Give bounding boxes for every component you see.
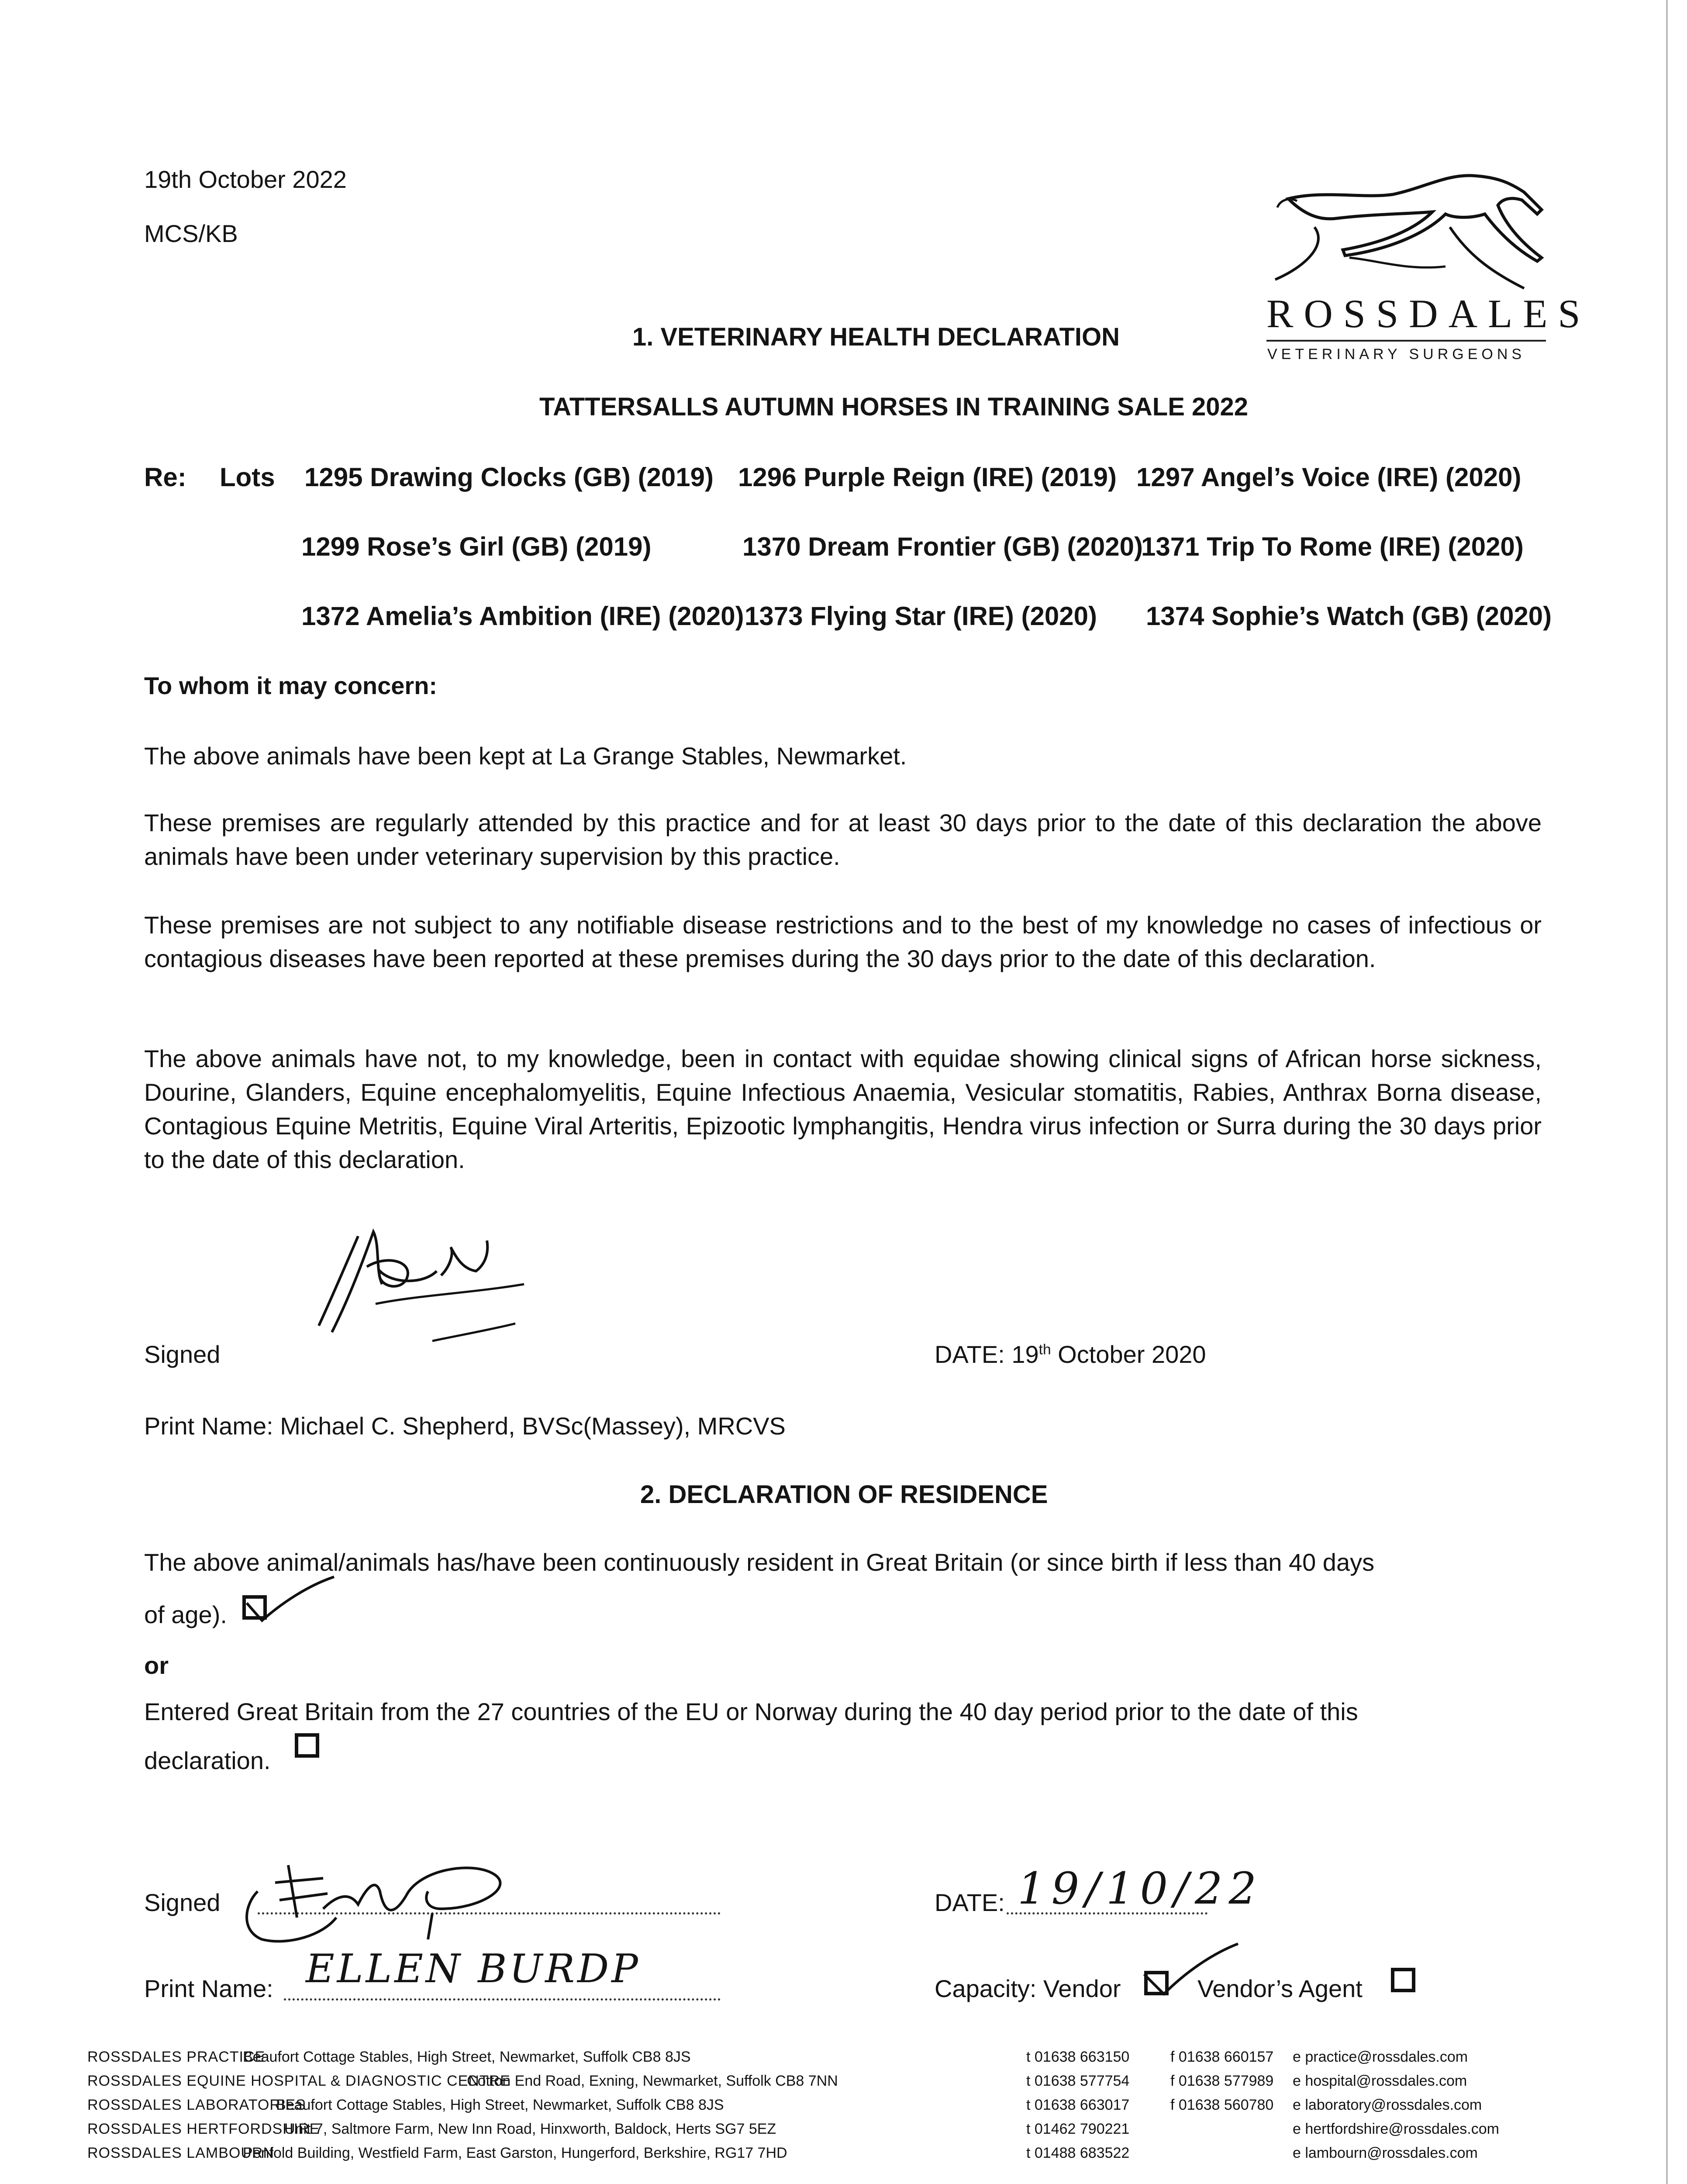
logo-rule: [1266, 340, 1546, 342]
section1-subtitle: TATTERSALLS AUTUMN HORSES IN TRAINING SALE 2022: [539, 393, 1249, 421]
footer-telephone: t 01638 577754: [1026, 2073, 1130, 2089]
vet-date-label: DATE: 19: [935, 1341, 1039, 1368]
rossdales-logo: [1262, 166, 1591, 376]
lot-item: 1296 Purple Reign (IRE) (2019): [738, 463, 1117, 492]
capacity-agent-checkbox[interactable]: [1391, 1968, 1415, 1992]
residence-option1-line1: The above animal/animals has/have been continuously resident in Great Britain (or since birth if less than 40 days: [144, 1548, 1375, 1576]
residence-option2-checkbox[interactable]: [295, 1733, 319, 1758]
residence-option2-line1: Entered Great Britain from the 27 countries of the EU or Norway during the 40 day period prior to the date of this: [144, 1698, 1358, 1725]
section2-title: 2. DECLARATION OF RESIDENCE: [640, 1480, 1048, 1509]
vendor-date-handwritten: 19/10/22: [1018, 1863, 1263, 1914]
footer-email: e hospital@rossdales.com: [1293, 2073, 1467, 2089]
capacity-vendor-label: Capacity: Vendor: [935, 1975, 1121, 2002]
lot-item: 1373 Flying Star (IRE) (2020): [745, 601, 1097, 631]
salutation: To whom it may concern:: [144, 672, 438, 699]
vet-signed-label: Signed: [144, 1341, 221, 1368]
logo-tagline: VETERINARY SURGEONS: [1267, 346, 1526, 363]
footer-email: e laboratory@rossdales.com: [1293, 2097, 1482, 2113]
vet-date-rest: October 2020: [1051, 1341, 1206, 1368]
footer-address: Unit 7, Saltmore Farm, New Inn Road, Hinxworth, Baldock, Herts SG7 5EZ: [284, 2121, 776, 2137]
lot-item: 1299 Rose’s Girl (GB) (2019): [301, 532, 652, 561]
scan-edge-line: [1666, 0, 1668, 2184]
footer-email: e hertfordshire@rossdales.com: [1293, 2121, 1499, 2137]
footer-fax: f 01638 560780: [1170, 2097, 1274, 2113]
footer-telephone: t 01488 683522: [1026, 2145, 1130, 2161]
re-label: Re:: [144, 463, 186, 492]
footer-address: Penfold Building, Westfield Farm, East Garston, Hungerford, Berkshire, RG17 7HD: [243, 2145, 787, 2161]
footer-address: Beaufort Cottage Stables, High Street, Newmarket, Suffolk CB8 8JS: [243, 2049, 691, 2065]
horse-logo-icon: [1262, 166, 1559, 297]
residence-option2-line2: declaration.: [144, 1747, 271, 1774]
residence-option1-line2: of age).: [144, 1601, 227, 1628]
vet-signature-image: [288, 1219, 533, 1350]
letter-reference: MCS/KB: [144, 220, 238, 247]
lot-item: 1295 Drawing Clocks (GB) (2019): [304, 463, 714, 492]
vendor-print-name-label: Print Name:: [144, 1975, 273, 2002]
footer-email: e lambourn@rossdales.com: [1293, 2145, 1478, 2161]
lots-label: Lots: [220, 463, 275, 492]
lot-item: 1372 Amelia’s Ambition (IRE) (2020): [301, 601, 744, 631]
footer-practice-name: ROSSDALES EQUINE HOSPITAL & DIAGNOSTIC CENTRE: [87, 2073, 511, 2089]
tick-mark-icon: [242, 1572, 338, 1629]
logo-brand: ROSSDALES: [1266, 291, 1591, 336]
footer-address: Cotton End Road, Exning, Newmarket, Suffolk CB8 7NN: [467, 2073, 838, 2089]
lot-item: 1374 Sophie’s Watch (GB) (2020): [1146, 601, 1552, 631]
lot-item: 1297 Angel’s Voice (IRE) (2020): [1136, 463, 1521, 492]
paragraph-3: These premises are not subject to any notifiable disease restrictions and to the best of my knowledge no cases of infectious or contagious diseases have been reported at these premises during the 30 days prior to the date of this declaration.: [144, 911, 1542, 972]
paragraph-1: The above animals have been kept at La Grange Stables, Newmarket.: [144, 742, 907, 770]
footer-practice-name: ROSSDALES PRACTICE: [87, 2049, 266, 2065]
letter-date: 19th October 2022: [144, 166, 347, 193]
footer-practice-name: ROSSDALES LABORATORIES: [87, 2097, 306, 2113]
footer-address: Beaufort Cottage Stables, High Street, Newmarket, Suffolk CB8 8JS: [276, 2097, 724, 2113]
footer-telephone: t 01638 663150: [1026, 2049, 1130, 2065]
or-label: or: [144, 1652, 169, 1679]
vet-date: [935, 1340, 1206, 1368]
vendor-date-label: DATE:: [935, 1889, 1005, 1916]
lot-item: 1370 Dream Frontier (GB) (2020): [742, 532, 1143, 561]
vet-date-suffix: th: [1038, 1341, 1051, 1358]
section1-title: 1. VETERINARY HEALTH DECLARATION: [632, 323, 1120, 351]
capacity-agent-label: Vendor’s Agent: [1197, 1975, 1363, 2002]
vet-print-name: Print Name: Michael C. Shepherd, BVSc(Massey), MRCVS: [144, 1412, 786, 1440]
footer-email: e practice@rossdales.com: [1293, 2049, 1468, 2065]
footer-fax: f 01638 660157: [1170, 2049, 1274, 2065]
footer-fax: f 01638 577989: [1170, 2073, 1274, 2089]
vendor-signature-image: [236, 1852, 542, 1957]
paragraph-2: These premises are regularly attended by this practice and for at least 30 days prior to the date of this declaration the above animals have been under veterinary supervision by this practice.: [144, 809, 1542, 870]
vendor-print-name-line: [284, 1998, 721, 2001]
vendor-signed-label: Signed: [144, 1889, 221, 1916]
footer-telephone: t 01638 663017: [1026, 2097, 1130, 2113]
vendor-print-name-handwritten: ELLEN BURDP: [306, 1946, 641, 1992]
paragraph-4: The above animals have not, to my knowledge, been in contact with equidae showing clinical signs of African horse sickness, Dourine, Glanders, Equine encephalomyelitis, Equine Infectious Anaemia, Vesicular stomatitis, Rabies, Anthrax Borna disease, Contagious Equine Metritis, Equine Viral Arteritis, Epizootic lymphangitis, Hendra virus infection or Surra during the 30 days prior to the date of this declaration.: [144, 1045, 1542, 1173]
footer-practice-name: ROSSDALES LAMBOURN: [87, 2145, 274, 2161]
footer-practice-name: ROSSDALES HERTFORDSHIRE: [87, 2121, 320, 2137]
lot-item: 1371 Trip To Rome (IRE) (2020): [1141, 532, 1524, 561]
footer-telephone: t 01462 790221: [1026, 2121, 1130, 2137]
